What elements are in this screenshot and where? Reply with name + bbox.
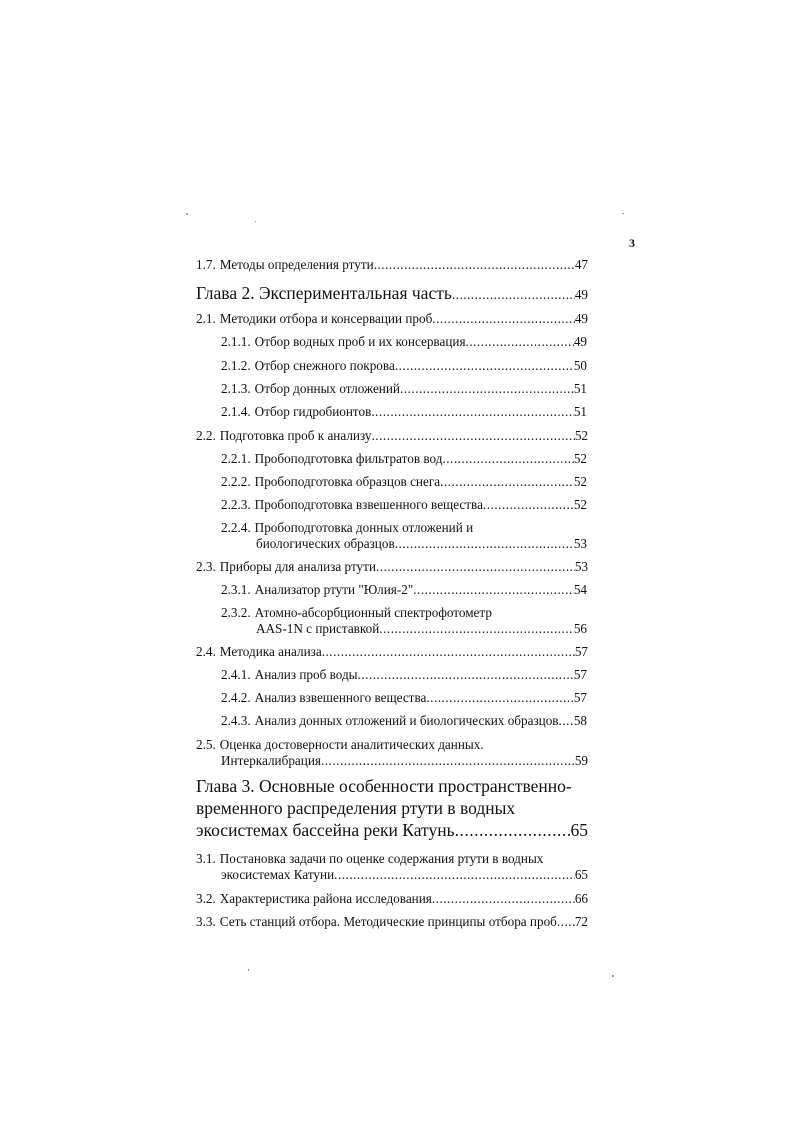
scan-speck bbox=[255, 221, 256, 222]
toc-number: 2.4.1. bbox=[221, 667, 251, 682]
toc-title: Отбор водных проб и их консервация bbox=[254, 334, 466, 349]
toc-page: 53 bbox=[573, 536, 587, 551]
toc-leader bbox=[376, 559, 575, 575]
toc-number: 2.3. bbox=[196, 559, 216, 574]
toc-page: 52 bbox=[573, 497, 587, 512]
toc-entry-2-1-1[interactable] bbox=[221, 334, 587, 350]
toc-leader bbox=[426, 690, 573, 706]
toc-chapter-title-line-2: временного распределения ртути в водных bbox=[196, 798, 516, 818]
toc-page: 66 bbox=[574, 891, 588, 906]
toc-leader bbox=[395, 536, 574, 552]
toc-page: 53 bbox=[574, 559, 588, 574]
toc-title-line-1: Постановка задачи по оценке содержания ртути в водных bbox=[219, 851, 544, 866]
toc-leader bbox=[442, 451, 573, 467]
toc-leader bbox=[432, 891, 575, 907]
toc-leader bbox=[559, 713, 574, 729]
toc-number: 3.1. bbox=[196, 851, 216, 866]
toc-page: 54 bbox=[573, 582, 587, 597]
scan-speck bbox=[186, 213, 188, 215]
toc-leader bbox=[358, 667, 574, 683]
toc-title-line-1: Атомно-абсорбционный спектрофотометр bbox=[254, 605, 492, 620]
toc-title-line-1: Оценка достоверности аналитических данных. bbox=[219, 737, 484, 752]
toc-page: 72 bbox=[574, 914, 588, 929]
toc-entry-3-2[interactable] bbox=[196, 891, 588, 907]
toc-title: AAS-1N с приставкой bbox=[256, 621, 380, 636]
toc-title-line-1: Пробоподготовка донных отложений и bbox=[254, 520, 474, 535]
toc-leader bbox=[371, 404, 573, 420]
toc-number: 2.1.3. bbox=[221, 381, 251, 396]
toc-page: 51 bbox=[573, 381, 587, 396]
toc-leader bbox=[322, 644, 575, 660]
toc-title: Пробоподготовка образцов снега bbox=[254, 474, 441, 489]
toc-leader bbox=[557, 914, 575, 930]
toc-page: 47 bbox=[574, 257, 588, 272]
toc-leader bbox=[452, 284, 575, 306]
toc-number: 3.3. bbox=[196, 914, 216, 929]
toc-entry-3-3[interactable] bbox=[196, 914, 588, 930]
toc-page: 52 bbox=[573, 474, 587, 489]
toc-leader bbox=[321, 753, 575, 769]
toc-number: 2.2. bbox=[196, 428, 216, 443]
toc-number: 1.7. bbox=[196, 257, 216, 272]
toc-entry-2-4-3[interactable] bbox=[221, 713, 587, 729]
toc-title: Методики отбора и консервации проб bbox=[219, 311, 433, 326]
toc-entry-2-1-2[interactable] bbox=[221, 358, 587, 374]
toc-page: 58 bbox=[573, 713, 587, 728]
toc-page: 49 bbox=[574, 287, 588, 302]
toc-title: Интеркалибрация bbox=[221, 753, 321, 768]
toc-page: 57 bbox=[573, 690, 587, 705]
scan-speck bbox=[612, 975, 614, 977]
toc-page: 56 bbox=[573, 621, 587, 636]
toc-leader bbox=[413, 582, 574, 598]
toc-leader bbox=[334, 867, 575, 883]
toc-number: 2.1. bbox=[196, 311, 216, 326]
toc-chapter-title: экосистемах бассейна реки Катунь bbox=[196, 820, 455, 840]
toc-number: 2.2.1. bbox=[221, 451, 251, 466]
toc-number: 2.1.4. bbox=[221, 404, 251, 419]
toc-number: 2.1.2. bbox=[221, 358, 251, 373]
toc-entry-2-2-2[interactable] bbox=[221, 474, 587, 490]
toc-leader bbox=[483, 497, 574, 513]
toc-entry-2-2[interactable] bbox=[196, 428, 588, 444]
toc-page: 49 bbox=[573, 334, 587, 349]
toc-leader bbox=[440, 474, 574, 490]
toc-page: 57 bbox=[573, 667, 587, 682]
toc-entry-2-2-4[interactable] bbox=[221, 520, 587, 552]
toc-page: 57 bbox=[574, 644, 588, 659]
toc-title: экосистемах Катуни bbox=[221, 867, 335, 882]
toc-page: 65 bbox=[574, 867, 588, 882]
toc-number: 2.3.1. bbox=[221, 582, 251, 597]
toc-title: Пробоподготовка фильтратов вод bbox=[254, 451, 443, 466]
toc-title: Подготовка проб к анализу bbox=[219, 428, 372, 443]
toc-entry-2-3-1[interactable] bbox=[221, 582, 587, 598]
toc-title: Приборы для анализа ртути bbox=[219, 559, 376, 574]
toc-page: 51 bbox=[573, 404, 587, 419]
toc-entry-2-1-3[interactable] bbox=[221, 381, 587, 397]
toc-leader bbox=[432, 311, 575, 327]
toc-chapter-title: Глава 2. Экспериментальная часть bbox=[196, 283, 452, 303]
toc-entry-chapter-3[interactable] bbox=[196, 775, 588, 841]
scan-speck bbox=[622, 213, 624, 214]
toc-entry-2-4[interactable] bbox=[196, 644, 588, 660]
toc-number: 2.2.4. bbox=[221, 520, 251, 535]
toc-number: 2.5. bbox=[196, 737, 216, 752]
toc-leader bbox=[372, 428, 575, 444]
toc-entry-2-4-2[interactable] bbox=[221, 690, 587, 706]
toc-entry-2-3[interactable] bbox=[196, 559, 588, 575]
toc-leader bbox=[379, 621, 574, 637]
toc-title: Сеть станций отбора. Методические принципы отбора проб bbox=[219, 914, 557, 929]
toc-title: Характеристика района исследования bbox=[219, 891, 432, 906]
toc-number: 2.2.3. bbox=[221, 497, 251, 512]
toc-number: 2.4. bbox=[196, 644, 216, 659]
toc-entry-2-2-3[interactable] bbox=[221, 497, 587, 513]
toc-leader bbox=[466, 334, 574, 350]
toc-leader bbox=[400, 381, 574, 397]
toc-leader bbox=[395, 358, 574, 374]
toc-title: Отбор гидробионтов bbox=[254, 404, 372, 419]
toc-page: 52 bbox=[573, 451, 587, 466]
toc-number: 2.3.2. bbox=[221, 605, 251, 620]
toc-page: 49 bbox=[574, 311, 588, 326]
toc-leader bbox=[455, 819, 571, 841]
toc-number: 2.4.3. bbox=[221, 713, 251, 728]
toc-page: 65 bbox=[570, 820, 588, 840]
toc-number: 3.2. bbox=[196, 891, 216, 906]
toc-title: Отбор снежного покрова bbox=[254, 358, 395, 373]
toc-title: Анализ проб воды bbox=[254, 667, 358, 682]
toc-page: 59 bbox=[574, 753, 588, 768]
toc-entry-2-1[interactable] bbox=[196, 311, 588, 327]
toc-chapter-title-line-1: Глава 3. Основные особенности пространственно- bbox=[196, 776, 572, 796]
toc-entry-2-5[interactable] bbox=[196, 737, 588, 769]
toc-leader bbox=[374, 257, 575, 273]
toc-entry-1-7[interactable] bbox=[196, 257, 588, 273]
toc-title: Методы определения ртути bbox=[219, 257, 374, 272]
toc-number: 2.4.2. bbox=[221, 690, 251, 705]
toc-entry-2-4-1[interactable] bbox=[221, 667, 587, 683]
toc-number: 2.2.2. bbox=[221, 474, 251, 489]
toc-title: биологических образцов bbox=[256, 536, 395, 551]
toc-title: Методика анализа bbox=[219, 644, 322, 659]
scan-speck bbox=[248, 969, 249, 971]
toc-title: Анализ донных отложений и биологических образцов bbox=[254, 713, 559, 728]
toc-entry-chapter-2[interactable] bbox=[196, 282, 588, 306]
toc-entry-2-2-1[interactable] bbox=[221, 451, 587, 467]
toc-title: Отбор донных отложений bbox=[254, 381, 400, 396]
toc-entry-2-3-2[interactable] bbox=[221, 605, 587, 637]
toc-title: Анализ взвешенного вещества bbox=[254, 690, 427, 705]
toc-title: Анализатор ртути "Юлия-2" bbox=[254, 582, 414, 597]
page-number: 3 bbox=[629, 236, 635, 250]
toc-page: 52 bbox=[574, 428, 588, 443]
toc-entry-2-1-4[interactable] bbox=[221, 404, 587, 420]
toc-page: 50 bbox=[573, 358, 587, 373]
toc-title: Пробоподготовка взвешенного вещества bbox=[254, 497, 483, 512]
toc-number: 2.1.1. bbox=[221, 334, 251, 349]
toc-entry-3-1[interactable] bbox=[196, 851, 588, 883]
